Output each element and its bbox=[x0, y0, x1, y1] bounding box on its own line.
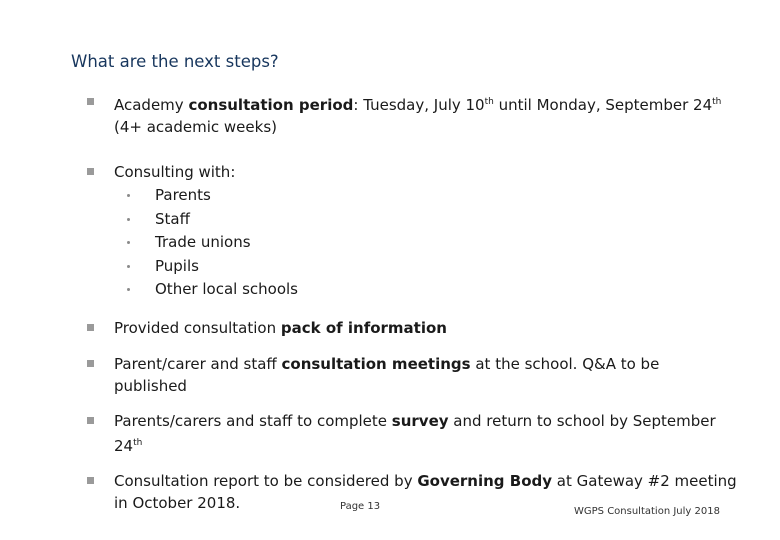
sub-list-item: Trade unions bbox=[124, 231, 737, 255]
sub-list-item: Parents bbox=[124, 184, 737, 208]
square-bullet-icon bbox=[87, 324, 94, 331]
dot-bullet-icon bbox=[127, 241, 130, 244]
bullet-item: Parents/carers and staff to complete survey and return to school by September 24th bbox=[87, 410, 737, 457]
bullet-item: Consultation report to be considered by Governing Body at Gateway #2 meeting in October 2018. bbox=[87, 470, 737, 514]
square-bullet-icon bbox=[87, 360, 94, 367]
square-bullet-icon bbox=[87, 477, 94, 484]
square-bullet-icon bbox=[87, 417, 94, 424]
dot-bullet-icon bbox=[127, 288, 130, 291]
dot-bullet-icon bbox=[127, 194, 130, 197]
square-bullet-icon bbox=[87, 168, 94, 175]
slide-title: What are the next steps? bbox=[71, 52, 279, 71]
dot-bullet-icon bbox=[127, 218, 130, 221]
sub-list-item: Staff bbox=[124, 208, 737, 232]
bullet-item: Consulting with: Parents Staff Trade unions Pupils Other local schools bbox=[87, 161, 737, 302]
sub-bullet-list bbox=[124, 184, 737, 302]
sub-list-item: Pupils bbox=[124, 255, 737, 279]
bullet-item: Academy consultation period: Tuesday, July 10th until Monday, September 24th (4+ academic weeks) bbox=[87, 91, 737, 138]
bullet-item: Parent/carer and staff consultation meetings at the school. Q&A to be published bbox=[87, 353, 737, 397]
square-bullet-icon bbox=[87, 98, 94, 105]
bullet-item: Provided consultation pack of information bbox=[87, 317, 737, 339]
footer-caption: WGPS Consultation July 2018 bbox=[574, 506, 720, 517]
dot-bullet-icon bbox=[127, 265, 130, 268]
sub-list-item: Other local schools bbox=[124, 278, 737, 302]
page-number: Page 13 bbox=[340, 501, 381, 512]
bullet-list bbox=[87, 91, 737, 514]
